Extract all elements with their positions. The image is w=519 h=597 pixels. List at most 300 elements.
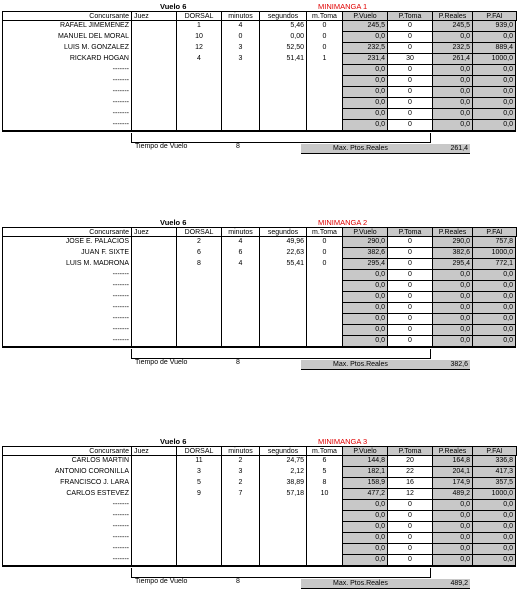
- cell-ptoma[interactable]: 30: [387, 54, 432, 65]
- cell-pfai[interactable]: 357,5: [472, 478, 516, 489]
- cell-pfai[interactable]: 0,0: [472, 87, 516, 98]
- cell-preales[interactable]: 0,0: [432, 87, 472, 98]
- cell-pvuelo[interactable]: 0,0: [342, 500, 387, 511]
- cell-ptoma[interactable]: 0: [387, 292, 432, 303]
- cell-pfai[interactable]: 336,8: [472, 456, 516, 467]
- cell-preales[interactable]: 0,0: [432, 533, 472, 544]
- cell-segundos[interactable]: [259, 98, 306, 109]
- cell-juez[interactable]: [131, 98, 176, 109]
- cell-dorsal[interactable]: 1: [176, 21, 221, 32]
- cell-segundos[interactable]: [259, 325, 306, 336]
- cell-minutos[interactable]: [221, 98, 259, 109]
- max-ptos-reales-value[interactable]: 261,4: [450, 145, 468, 152]
- cell-pfai[interactable]: 0,0: [472, 65, 516, 76]
- cell-dorsal[interactable]: [176, 325, 221, 336]
- cell-segundos[interactable]: 24,75: [259, 456, 306, 467]
- cell-concursante[interactable]: CARLOS MARTIN: [2, 456, 131, 467]
- cell-juez[interactable]: [131, 248, 176, 259]
- cell-pvuelo[interactable]: 0,0: [342, 511, 387, 522]
- cell-preales[interactable]: 0,0: [432, 522, 472, 533]
- cell-minutos[interactable]: 7: [221, 489, 259, 500]
- cell-dorsal[interactable]: [176, 544, 221, 555]
- cell-concursante[interactable]: FRANCISCO J. LARA: [2, 478, 131, 489]
- cell-ptoma[interactable]: 0: [387, 76, 432, 87]
- cell-pvuelo[interactable]: 0,0: [342, 325, 387, 336]
- cell-concursante[interactable]: LUIS M. GONZALEZ: [2, 43, 131, 54]
- cell-dorsal[interactable]: [176, 65, 221, 76]
- column-header-preales[interactable]: P.Reales: [432, 227, 473, 237]
- cell-juez[interactable]: [131, 467, 176, 478]
- cell-minutos[interactable]: 4: [221, 259, 259, 270]
- cell-segundos[interactable]: 5,46: [259, 21, 306, 32]
- cell-concursante[interactable]: -------: [2, 325, 131, 336]
- cell-segundos[interactable]: [259, 500, 306, 511]
- cell-ptoma[interactable]: 0: [387, 544, 432, 555]
- cell-preales[interactable]: 0,0: [432, 314, 472, 325]
- cell-mtoma[interactable]: [306, 65, 342, 76]
- cell-juez[interactable]: [131, 544, 176, 555]
- cell-pfai[interactable]: 1000,0: [472, 489, 516, 500]
- cell-pvuelo[interactable]: 0,0: [342, 544, 387, 555]
- cell-pfai[interactable]: 757,8: [472, 237, 516, 248]
- cell-dorsal[interactable]: [176, 281, 221, 292]
- cell-pvuelo[interactable]: 0,0: [342, 109, 387, 120]
- cell-juez[interactable]: [131, 21, 176, 32]
- cell-concursante[interactable]: -------: [2, 314, 131, 325]
- cell-preales[interactable]: 204,1: [432, 467, 472, 478]
- cell-pvuelo[interactable]: 0,0: [342, 314, 387, 325]
- cell-pvuelo[interactable]: 245,5: [342, 21, 387, 32]
- cell-juez[interactable]: [131, 76, 176, 87]
- cell-ptoma[interactable]: 0: [387, 109, 432, 120]
- cell-segundos[interactable]: [259, 544, 306, 555]
- cell-minutos[interactable]: [221, 511, 259, 522]
- cell-ptoma[interactable]: 0: [387, 336, 432, 347]
- cell-pvuelo[interactable]: 0,0: [342, 270, 387, 281]
- column-header-segundos[interactable]: segundos: [259, 227, 307, 237]
- cell-ptoma[interactable]: 22: [387, 467, 432, 478]
- cell-pvuelo[interactable]: 231,4: [342, 54, 387, 65]
- cell-segundos[interactable]: 22,63: [259, 248, 306, 259]
- cell-juez[interactable]: [131, 325, 176, 336]
- cell-segundos[interactable]: 0,00: [259, 32, 306, 43]
- cell-mtoma[interactable]: [306, 76, 342, 87]
- cell-pfai[interactable]: 0,0: [472, 281, 516, 292]
- cell-ptoma[interactable]: 0: [387, 533, 432, 544]
- cell-preales[interactable]: 0,0: [432, 270, 472, 281]
- cell-mtoma[interactable]: [306, 270, 342, 281]
- cell-preales[interactable]: 174,9: [432, 478, 472, 489]
- cell-segundos[interactable]: [259, 281, 306, 292]
- cell-mtoma[interactable]: [306, 120, 342, 131]
- cell-pvuelo[interactable]: 0,0: [342, 65, 387, 76]
- cell-pvuelo[interactable]: 144,8: [342, 456, 387, 467]
- cell-concursante[interactable]: RICKARD HOGAN: [2, 54, 131, 65]
- cell-ptoma[interactable]: 0: [387, 21, 432, 32]
- cell-mtoma[interactable]: [306, 303, 342, 314]
- cell-preales[interactable]: 0,0: [432, 336, 472, 347]
- cell-mtoma[interactable]: [306, 533, 342, 544]
- cell-segundos[interactable]: [259, 109, 306, 120]
- cell-pfai[interactable]: 0,0: [472, 292, 516, 303]
- cell-juez[interactable]: [131, 314, 176, 325]
- cell-dorsal[interactable]: [176, 522, 221, 533]
- cell-mtoma[interactable]: 5: [306, 467, 342, 478]
- cell-concursante[interactable]: -------: [2, 511, 131, 522]
- cell-minutos[interactable]: 2: [221, 478, 259, 489]
- cell-preales[interactable]: 295,4: [432, 259, 472, 270]
- cell-concursante[interactable]: -------: [2, 303, 131, 314]
- tiempo-de-vuelo-value[interactable]: 8: [236, 143, 240, 150]
- cell-preales[interactable]: 0,0: [432, 555, 472, 566]
- cell-juez[interactable]: [131, 109, 176, 120]
- cell-juez[interactable]: [131, 237, 176, 248]
- cell-dorsal[interactable]: 12: [176, 43, 221, 54]
- cell-pvuelo[interactable]: 0,0: [342, 120, 387, 131]
- cell-mtoma[interactable]: 0: [306, 32, 342, 43]
- cell-minutos[interactable]: 3: [221, 54, 259, 65]
- column-header-mtoma[interactable]: m.Toma: [306, 11, 343, 21]
- cell-mtoma[interactable]: [306, 544, 342, 555]
- cell-pfai[interactable]: 0,0: [472, 522, 516, 533]
- column-header-pvuelo[interactable]: P.Vuelo: [342, 446, 388, 456]
- cell-concursante[interactable]: RAFAEL JIMEMENEZ: [2, 21, 131, 32]
- cell-ptoma[interactable]: 0: [387, 511, 432, 522]
- cell-segundos[interactable]: 2,12: [259, 467, 306, 478]
- cell-dorsal[interactable]: [176, 98, 221, 109]
- cell-segundos[interactable]: [259, 522, 306, 533]
- cell-pfai[interactable]: 0,0: [472, 32, 516, 43]
- cell-minutos[interactable]: 4: [221, 21, 259, 32]
- cell-minutos[interactable]: [221, 65, 259, 76]
- column-header-concursante[interactable]: Concursante: [2, 11, 132, 21]
- cell-pvuelo[interactable]: 0,0: [342, 522, 387, 533]
- cell-preales[interactable]: 232,5: [432, 43, 472, 54]
- cell-pvuelo[interactable]: 0,0: [342, 292, 387, 303]
- cell-minutos[interactable]: [221, 555, 259, 566]
- cell-minutos[interactable]: [221, 522, 259, 533]
- cell-pvuelo[interactable]: 0,0: [342, 87, 387, 98]
- cell-minutos[interactable]: [221, 336, 259, 347]
- cell-dorsal[interactable]: [176, 76, 221, 87]
- cell-pfai[interactable]: 1000,0: [472, 248, 516, 259]
- column-header-concursante[interactable]: Concursante: [2, 446, 132, 456]
- cell-ptoma[interactable]: 0: [387, 281, 432, 292]
- cell-preales[interactable]: 0,0: [432, 76, 472, 87]
- cell-pfai[interactable]: 0,0: [472, 76, 516, 87]
- cell-concursante[interactable]: -------: [2, 522, 131, 533]
- cell-ptoma[interactable]: 0: [387, 32, 432, 43]
- cell-ptoma[interactable]: 16: [387, 478, 432, 489]
- cell-preales[interactable]: 0,0: [432, 120, 472, 131]
- cell-dorsal[interactable]: 2: [176, 237, 221, 248]
- cell-concursante[interactable]: LUIS M. MADRONA: [2, 259, 131, 270]
- cell-mtoma[interactable]: [306, 555, 342, 566]
- cell-mtoma[interactable]: [306, 336, 342, 347]
- column-header-pfai[interactable]: P.FAI: [472, 11, 517, 21]
- cell-concursante[interactable]: JUAN F. SIXTE: [2, 248, 131, 259]
- column-header-minutos[interactable]: minutos: [221, 11, 260, 21]
- cell-pfai[interactable]: 0,0: [472, 314, 516, 325]
- cell-concursante[interactable]: -------: [2, 109, 131, 120]
- cell-pfai[interactable]: 417,3: [472, 467, 516, 478]
- cell-mtoma[interactable]: [306, 109, 342, 120]
- cell-concursante[interactable]: -------: [2, 544, 131, 555]
- cell-ptoma[interactable]: 0: [387, 500, 432, 511]
- cell-juez[interactable]: [131, 43, 176, 54]
- cell-preales[interactable]: 0,0: [432, 98, 472, 109]
- cell-minutos[interactable]: 2: [221, 456, 259, 467]
- cell-dorsal[interactable]: [176, 292, 221, 303]
- cell-dorsal[interactable]: [176, 87, 221, 98]
- column-header-ptoma[interactable]: P.Toma: [387, 227, 433, 237]
- cell-dorsal[interactable]: 5: [176, 478, 221, 489]
- cell-pvuelo[interactable]: 382,6: [342, 248, 387, 259]
- cell-concursante[interactable]: -------: [2, 65, 131, 76]
- cell-pvuelo[interactable]: 182,1: [342, 467, 387, 478]
- cell-preales[interactable]: 382,6: [432, 248, 472, 259]
- cell-segundos[interactable]: 57,18: [259, 489, 306, 500]
- column-header-ptoma[interactable]: P.Toma: [387, 11, 433, 21]
- cell-mtoma[interactable]: [306, 87, 342, 98]
- cell-minutos[interactable]: [221, 120, 259, 131]
- cell-ptoma[interactable]: 0: [387, 87, 432, 98]
- cell-segundos[interactable]: 49,96: [259, 237, 306, 248]
- cell-pfai[interactable]: 939,0: [472, 21, 516, 32]
- cell-minutos[interactable]: [221, 292, 259, 303]
- column-header-juez[interactable]: Juez: [131, 227, 177, 237]
- cell-concursante[interactable]: -------: [2, 120, 131, 131]
- cell-pvuelo[interactable]: 0,0: [342, 281, 387, 292]
- column-header-preales[interactable]: P.Reales: [432, 11, 473, 21]
- cell-minutos[interactable]: 3: [221, 43, 259, 54]
- cell-mtoma[interactable]: 8: [306, 478, 342, 489]
- cell-concursante[interactable]: -------: [2, 87, 131, 98]
- cell-segundos[interactable]: [259, 314, 306, 325]
- cell-dorsal[interactable]: [176, 336, 221, 347]
- cell-pfai[interactable]: 0,0: [472, 533, 516, 544]
- cell-segundos[interactable]: [259, 87, 306, 98]
- cell-dorsal[interactable]: [176, 109, 221, 120]
- cell-concursante[interactable]: -------: [2, 336, 131, 347]
- cell-segundos[interactable]: 51,41: [259, 54, 306, 65]
- cell-dorsal[interactable]: [176, 270, 221, 281]
- cell-dorsal[interactable]: [176, 314, 221, 325]
- column-header-pfai[interactable]: P.FAI: [472, 446, 517, 456]
- cell-minutos[interactable]: [221, 533, 259, 544]
- cell-dorsal[interactable]: [176, 120, 221, 131]
- cell-minutos[interactable]: 0: [221, 32, 259, 43]
- cell-preales[interactable]: 164,8: [432, 456, 472, 467]
- cell-juez[interactable]: [131, 555, 176, 566]
- cell-segundos[interactable]: [259, 120, 306, 131]
- cell-juez[interactable]: [131, 87, 176, 98]
- column-header-dorsal[interactable]: DORSAL: [176, 227, 222, 237]
- cell-mtoma[interactable]: [306, 292, 342, 303]
- cell-mtoma[interactable]: [306, 511, 342, 522]
- cell-segundos[interactable]: [259, 292, 306, 303]
- cell-juez[interactable]: [131, 292, 176, 303]
- cell-preales[interactable]: 290,0: [432, 237, 472, 248]
- column-header-mtoma[interactable]: m.Toma: [306, 446, 343, 456]
- cell-dorsal[interactable]: [176, 500, 221, 511]
- cell-juez[interactable]: [131, 500, 176, 511]
- cell-concursante[interactable]: -------: [2, 98, 131, 109]
- cell-mtoma[interactable]: 0: [306, 237, 342, 248]
- cell-mtoma[interactable]: 0: [306, 248, 342, 259]
- cell-concursante[interactable]: -------: [2, 555, 131, 566]
- tiempo-de-vuelo-value[interactable]: 8: [236, 359, 240, 366]
- cell-preales[interactable]: 0,0: [432, 544, 472, 555]
- cell-mtoma[interactable]: 0: [306, 21, 342, 32]
- cell-juez[interactable]: [131, 281, 176, 292]
- cell-minutos[interactable]: [221, 303, 259, 314]
- column-header-ptoma[interactable]: P.Toma: [387, 446, 433, 456]
- cell-mtoma[interactable]: [306, 500, 342, 511]
- cell-preales[interactable]: 0,0: [432, 109, 472, 120]
- cell-preales[interactable]: 245,5: [432, 21, 472, 32]
- cell-dorsal[interactable]: 8: [176, 259, 221, 270]
- cell-ptoma[interactable]: 0: [387, 237, 432, 248]
- cell-preales[interactable]: 0,0: [432, 500, 472, 511]
- cell-segundos[interactable]: [259, 303, 306, 314]
- cell-concursante[interactable]: ANTONIO CORONILLA: [2, 467, 131, 478]
- cell-pfai[interactable]: 0,0: [472, 555, 516, 566]
- cell-preales[interactable]: 0,0: [432, 32, 472, 43]
- cell-juez[interactable]: [131, 511, 176, 522]
- cell-pvuelo[interactable]: 477,2: [342, 489, 387, 500]
- cell-pvuelo[interactable]: 158,9: [342, 478, 387, 489]
- cell-ptoma[interactable]: 0: [387, 248, 432, 259]
- cell-segundos[interactable]: [259, 336, 306, 347]
- cell-ptoma[interactable]: 20: [387, 456, 432, 467]
- cell-pfai[interactable]: 0,0: [472, 336, 516, 347]
- cell-concursante[interactable]: JOSE E. PALACIOS: [2, 237, 131, 248]
- cell-segundos[interactable]: [259, 270, 306, 281]
- cell-ptoma[interactable]: 0: [387, 43, 432, 54]
- cell-dorsal[interactable]: 9: [176, 489, 221, 500]
- cell-pfai[interactable]: 0,0: [472, 120, 516, 131]
- cell-juez[interactable]: [131, 65, 176, 76]
- cell-pvuelo[interactable]: 0,0: [342, 533, 387, 544]
- column-header-juez[interactable]: Juez: [131, 446, 177, 456]
- cell-ptoma[interactable]: 0: [387, 259, 432, 270]
- cell-segundos[interactable]: [259, 76, 306, 87]
- cell-minutos[interactable]: [221, 314, 259, 325]
- cell-ptoma[interactable]: 0: [387, 65, 432, 76]
- cell-dorsal[interactable]: [176, 533, 221, 544]
- cell-ptoma[interactable]: 0: [387, 555, 432, 566]
- column-header-preales[interactable]: P.Reales: [432, 446, 473, 456]
- cell-minutos[interactable]: [221, 281, 259, 292]
- cell-juez[interactable]: [131, 270, 176, 281]
- cell-minutos[interactable]: [221, 325, 259, 336]
- cell-mtoma[interactable]: 10: [306, 489, 342, 500]
- column-header-pvuelo[interactable]: P.Vuelo: [342, 227, 388, 237]
- cell-ptoma[interactable]: 0: [387, 522, 432, 533]
- cell-segundos[interactable]: 52,50: [259, 43, 306, 54]
- cell-pvuelo[interactable]: 295,4: [342, 259, 387, 270]
- column-header-minutos[interactable]: minutos: [221, 446, 260, 456]
- tiempo-de-vuelo-value[interactable]: 8: [236, 578, 240, 585]
- cell-concursante[interactable]: -------: [2, 76, 131, 87]
- cell-mtoma[interactable]: [306, 314, 342, 325]
- cell-minutos[interactable]: 6: [221, 248, 259, 259]
- cell-dorsal[interactable]: 3: [176, 467, 221, 478]
- cell-mtoma[interactable]: [306, 325, 342, 336]
- cell-pfai[interactable]: 0,0: [472, 511, 516, 522]
- cell-minutos[interactable]: [221, 544, 259, 555]
- cell-pfai[interactable]: 889,4: [472, 43, 516, 54]
- cell-juez[interactable]: [131, 32, 176, 43]
- column-header-mtoma[interactable]: m.Toma: [306, 227, 343, 237]
- cell-pfai[interactable]: 772,1: [472, 259, 516, 270]
- column-header-segundos[interactable]: segundos: [259, 11, 307, 21]
- cell-pfai[interactable]: 0,0: [472, 325, 516, 336]
- cell-pvuelo[interactable]: 290,0: [342, 237, 387, 248]
- cell-mtoma[interactable]: 1: [306, 54, 342, 65]
- cell-pfai[interactable]: 0,0: [472, 500, 516, 511]
- cell-mtoma[interactable]: [306, 522, 342, 533]
- cell-ptoma[interactable]: 0: [387, 303, 432, 314]
- cell-pfai[interactable]: 0,0: [472, 303, 516, 314]
- cell-pvuelo[interactable]: 232,5: [342, 43, 387, 54]
- cell-pvuelo[interactable]: 0,0: [342, 336, 387, 347]
- cell-juez[interactable]: [131, 120, 176, 131]
- cell-juez[interactable]: [131, 336, 176, 347]
- cell-ptoma[interactable]: 0: [387, 98, 432, 109]
- cell-minutos[interactable]: [221, 76, 259, 87]
- column-header-juez[interactable]: Juez: [131, 11, 177, 21]
- cell-juez[interactable]: [131, 54, 176, 65]
- cell-concursante[interactable]: -------: [2, 533, 131, 544]
- cell-pvuelo[interactable]: 0,0: [342, 98, 387, 109]
- column-header-pfai[interactable]: P.FAI: [472, 227, 517, 237]
- cell-juez[interactable]: [131, 533, 176, 544]
- cell-pfai[interactable]: 0,0: [472, 98, 516, 109]
- max-ptos-reales-value[interactable]: 382,6: [450, 361, 468, 368]
- cell-minutos[interactable]: 3: [221, 467, 259, 478]
- cell-ptoma[interactable]: 12: [387, 489, 432, 500]
- cell-preales[interactable]: 0,0: [432, 281, 472, 292]
- cell-mtoma[interactable]: 0: [306, 259, 342, 270]
- cell-preales[interactable]: 0,0: [432, 303, 472, 314]
- cell-pvuelo[interactable]: 0,0: [342, 76, 387, 87]
- cell-minutos[interactable]: [221, 87, 259, 98]
- column-header-pvuelo[interactable]: P.Vuelo: [342, 11, 388, 21]
- cell-juez[interactable]: [131, 303, 176, 314]
- cell-juez[interactable]: [131, 478, 176, 489]
- column-header-concursante[interactable]: Concursante: [2, 227, 132, 237]
- cell-mtoma[interactable]: [306, 281, 342, 292]
- cell-preales[interactable]: 0,0: [432, 325, 472, 336]
- cell-pfai[interactable]: 0,0: [472, 109, 516, 120]
- cell-ptoma[interactable]: 0: [387, 314, 432, 325]
- cell-preales[interactable]: 0,0: [432, 65, 472, 76]
- cell-preales[interactable]: 0,0: [432, 511, 472, 522]
- cell-juez[interactable]: [131, 489, 176, 500]
- cell-minutos[interactable]: [221, 270, 259, 281]
- cell-segundos[interactable]: [259, 65, 306, 76]
- cell-pfai[interactable]: 0,0: [472, 270, 516, 281]
- cell-segundos[interactable]: 38,89: [259, 478, 306, 489]
- cell-concursante[interactable]: -------: [2, 270, 131, 281]
- cell-dorsal[interactable]: 11: [176, 456, 221, 467]
- cell-segundos[interactable]: [259, 533, 306, 544]
- cell-segundos[interactable]: 55,41: [259, 259, 306, 270]
- cell-preales[interactable]: 489,2: [432, 489, 472, 500]
- cell-ptoma[interactable]: 0: [387, 270, 432, 281]
